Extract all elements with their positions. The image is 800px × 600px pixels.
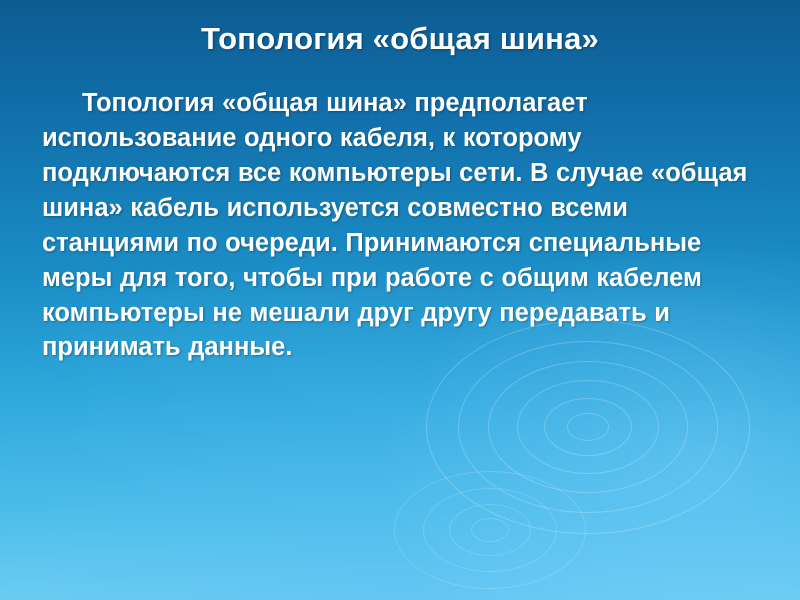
ripple-ring	[394, 471, 586, 589]
ripple-ring	[458, 341, 718, 513]
ripple-ring	[449, 504, 531, 556]
slide-title: Топология «общая шина»	[200, 21, 599, 56]
ripple-ring	[488, 361, 688, 493]
ripple-ring	[544, 398, 632, 456]
ripple-ring	[567, 413, 609, 441]
slide-body-text: Топология «общая шина» предполагает использование одного кабеля, к которому подключаются все компьютеры сети. В случае «общая шина» кабель используется совместно всеми станциями по очереди. Принимаются специальные меры для того, чтобы при работе с общим кабелем компьютеры не мешали друг другу передавать и принимать данные.	[42, 89, 748, 362]
ripple-ring	[471, 518, 509, 542]
ripple-decoration-secondary	[390, 470, 590, 590]
ripple-ring	[423, 488, 557, 572]
ripple-ring	[517, 380, 659, 474]
